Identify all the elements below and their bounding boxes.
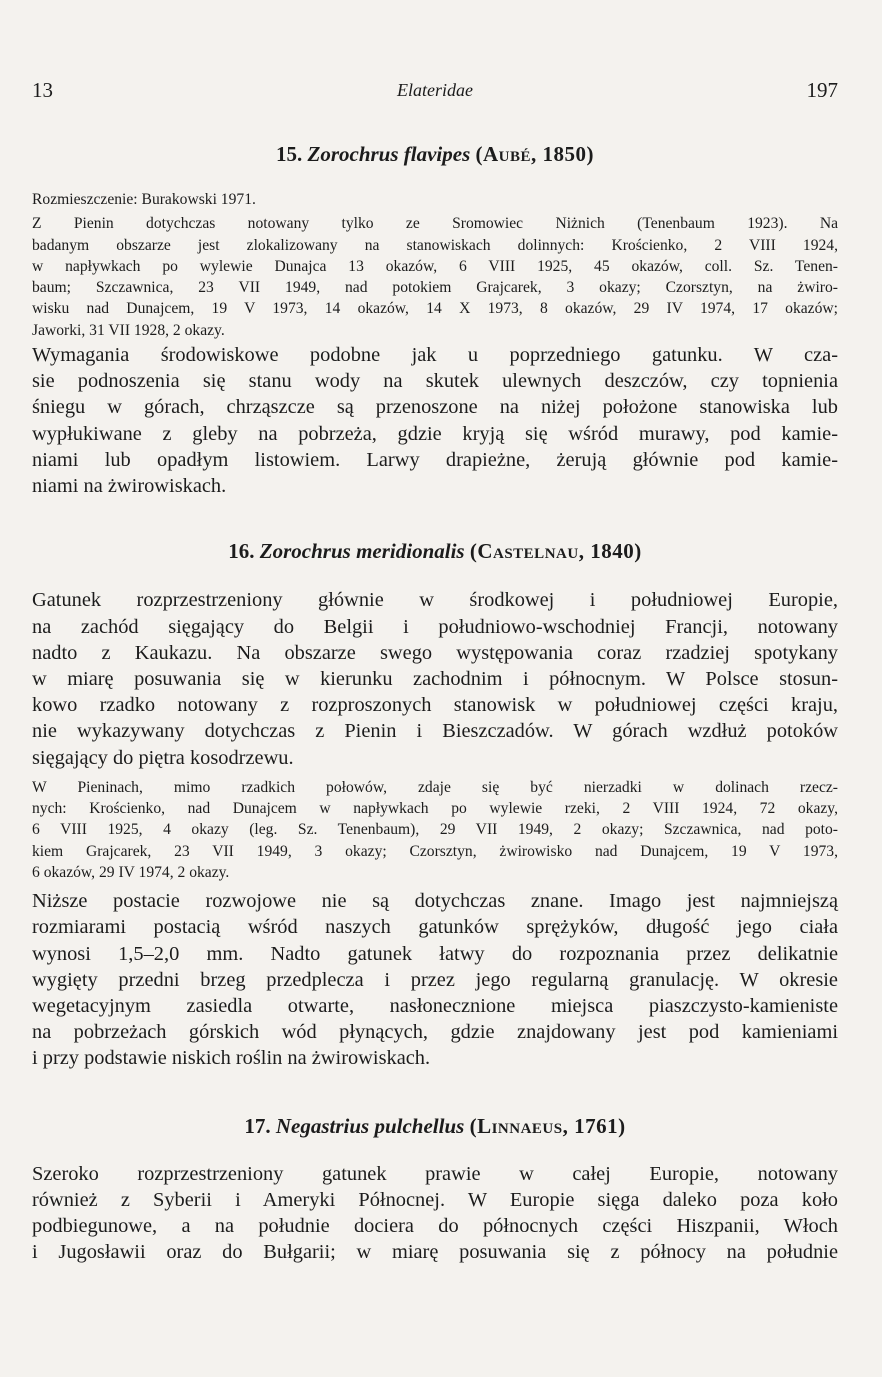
text-line: sie podnoszenia się stanu wody na skutek ulewnych deszczów, czy topnienia	[32, 370, 838, 393]
general-paragraph-17	[32, 1161, 838, 1266]
family-title: Elateridae	[397, 80, 473, 100]
text-line: podbiegunowe, a na południe dociera do północnych części Hiszpanii, Włoch	[32, 1215, 838, 1238]
chapter-number: 13	[32, 78, 53, 102]
text-line: Niższe postacie rozwojowe nie są dotychczas znane. Imago jest najmniejszą	[32, 890, 838, 913]
text-line: kowo rzadko notowany z rozproszonych stanowisk w południowej części kraju,	[32, 694, 838, 717]
text-line: W Pieninach, mimo rzadkich połowów, zdaje się być nierzadki w dolinach rzecz-	[32, 778, 838, 796]
page-number: 197	[806, 78, 838, 102]
ecology-paragraph-15	[32, 342, 838, 499]
ecology-paragraph-16	[32, 888, 838, 1071]
text-line: wynosi 1,5–2,0 mm. Nadto gatunek łatwy do rozpoznania przez delikatnie	[32, 942, 838, 965]
text-line: kiem Grajcarek, 23 VII 1949, 3 okazy; Czorsztyn, żwirowisko nad Dunajcem, 19 V 1973,	[32, 842, 838, 860]
species-heading-16	[32, 539, 838, 564]
text-line: niami lub opadłym listowiem. Larwy drapieżne, żerują głównie pod kamie-	[32, 448, 838, 471]
text-line: 6 okazów, 29 IV 1974, 2 okazy.	[32, 863, 230, 881]
general-paragraph-16	[32, 587, 838, 770]
text-line: nie wykazywany dotychczas z Pienin i Bieszczadów. W górach wzdłuż potoków	[32, 720, 838, 743]
species-name: Negastrius pulchellus	[275, 1113, 465, 1138]
text-line: i Jugosławii oraz do Bułgarii; w miarę posuwania się z północy na południe	[32, 1241, 838, 1264]
text-line: Rozmieszczenie: Burakowski 1971.	[32, 191, 256, 208]
text-line: 6 VIII 1925, 4 okazy (leg. Sz. Tenenbaum), 29 VII 1949, 2 okazy; Szczawnica, nad poto-	[32, 821, 838, 839]
text-line: nadto z Kaukazu. Na obszarze swego występowania coraz rzadziej spotykany	[32, 641, 838, 664]
text-line: nych: Krościenko, nad Dunajcem w napływkach po wylewie rzeki, 2 VIII 1924, 72 okazy,	[32, 800, 838, 818]
species-number: 15.	[276, 142, 303, 166]
text-line: w napływkach po wylewie Dunajca 13 okazów, 6 VIII 1925, 45 okazów, coll. Sz. Tenen-	[32, 257, 838, 275]
distribution-line	[32, 189, 838, 210]
text-line: Gatunek rozprzestrzeniony głównie w środkowej i południowej Europie,	[32, 589, 838, 612]
text-line: rozmiarami postacią wśród naszych gatunków sprężyków, długość jego ciała	[32, 916, 838, 939]
text-line: Z Pienin dotychczas notowany tylko ze Sromowiec Niżnich (Tenenbaum 1923). Na	[32, 215, 838, 233]
text-line: Wymagania środowiskowe podobne jak u poprzedniego gatunku. W cza-	[32, 344, 838, 367]
species-number: 17.	[244, 1113, 271, 1138]
species-author: (Aubé, 1850)	[475, 142, 594, 166]
locality-records-15	[32, 213, 838, 341]
text-line: Szeroko rozprzestrzeniony gatunek prawie w całej Europie, notowany	[32, 1162, 838, 1185]
species-heading-17	[32, 1114, 838, 1139]
text-line: w miarę posuwania się w kierunku zachodnim i północnym. W Polsce stosun-	[32, 667, 838, 690]
text-line: i przy podstawie niskich roślin na żwirowiskach.	[32, 1047, 431, 1070]
text-line: baum; Szczawnica, 23 VII 1949, nad potokiem Grajcarek, 3 okazy; Czorsztyn, na żwiro-	[32, 279, 838, 297]
species-name: Zorochrus meridionalis	[259, 539, 465, 564]
text-line: badanym obszarze jest zlokalizowany na stanowiskach dolinnych: Krościenko, 2 VIII 1924,	[32, 236, 838, 254]
text-line: wypłukiwane z gleby na pobrzeża, gdzie kryją się wśród murawy, pod kamie-	[32, 422, 838, 445]
locality-records-16	[32, 777, 838, 883]
running-head	[32, 78, 838, 108]
text-line: wisku nad Dunajcem, 19 V 1973, 14 okazów, 14 X 1973, 8 okazów, 29 IV 1974, 17 okazów;	[32, 300, 838, 318]
species-name: Zorochrus flavipes	[307, 142, 471, 166]
text-line: Jaworki, 31 VII 1928, 2 okazy.	[32, 321, 225, 339]
species-author: (Castelnau, 1840)	[469, 539, 642, 564]
species-heading-15	[32, 142, 838, 167]
page	[32, 78, 838, 1265]
text-line: również z Syberii i Ameryki Północnej. W Europie sięga daleko poza koło	[32, 1188, 838, 1211]
text-line: sięgający do piętra kosodrzewu.	[32, 746, 294, 769]
text-line: wegetacyjnym zasiedla otwarte, nasłonecznione miejsca piaszczysto-kamieniste	[32, 995, 838, 1018]
species-number: 16.	[228, 539, 255, 564]
text-line: wygięty przedni brzeg przedplecza i przez jego regularną granulację. W okresie	[32, 968, 838, 991]
text-line: śniegu w górach, chrząszcze są przenoszone na niżej położone stanowiska lub	[32, 396, 838, 419]
text-line: niami na żwirowiskach.	[32, 475, 227, 498]
text-line: na zachód sięgający do Belgii i południowo-wschodniej Francji, notowany	[32, 615, 838, 638]
species-author: (Linnaeus, 1761)	[469, 1113, 626, 1138]
text-line: na pobrzeżach górskich wód płynących, gdzie znajdowany jest pod kamieniami	[32, 1021, 838, 1044]
